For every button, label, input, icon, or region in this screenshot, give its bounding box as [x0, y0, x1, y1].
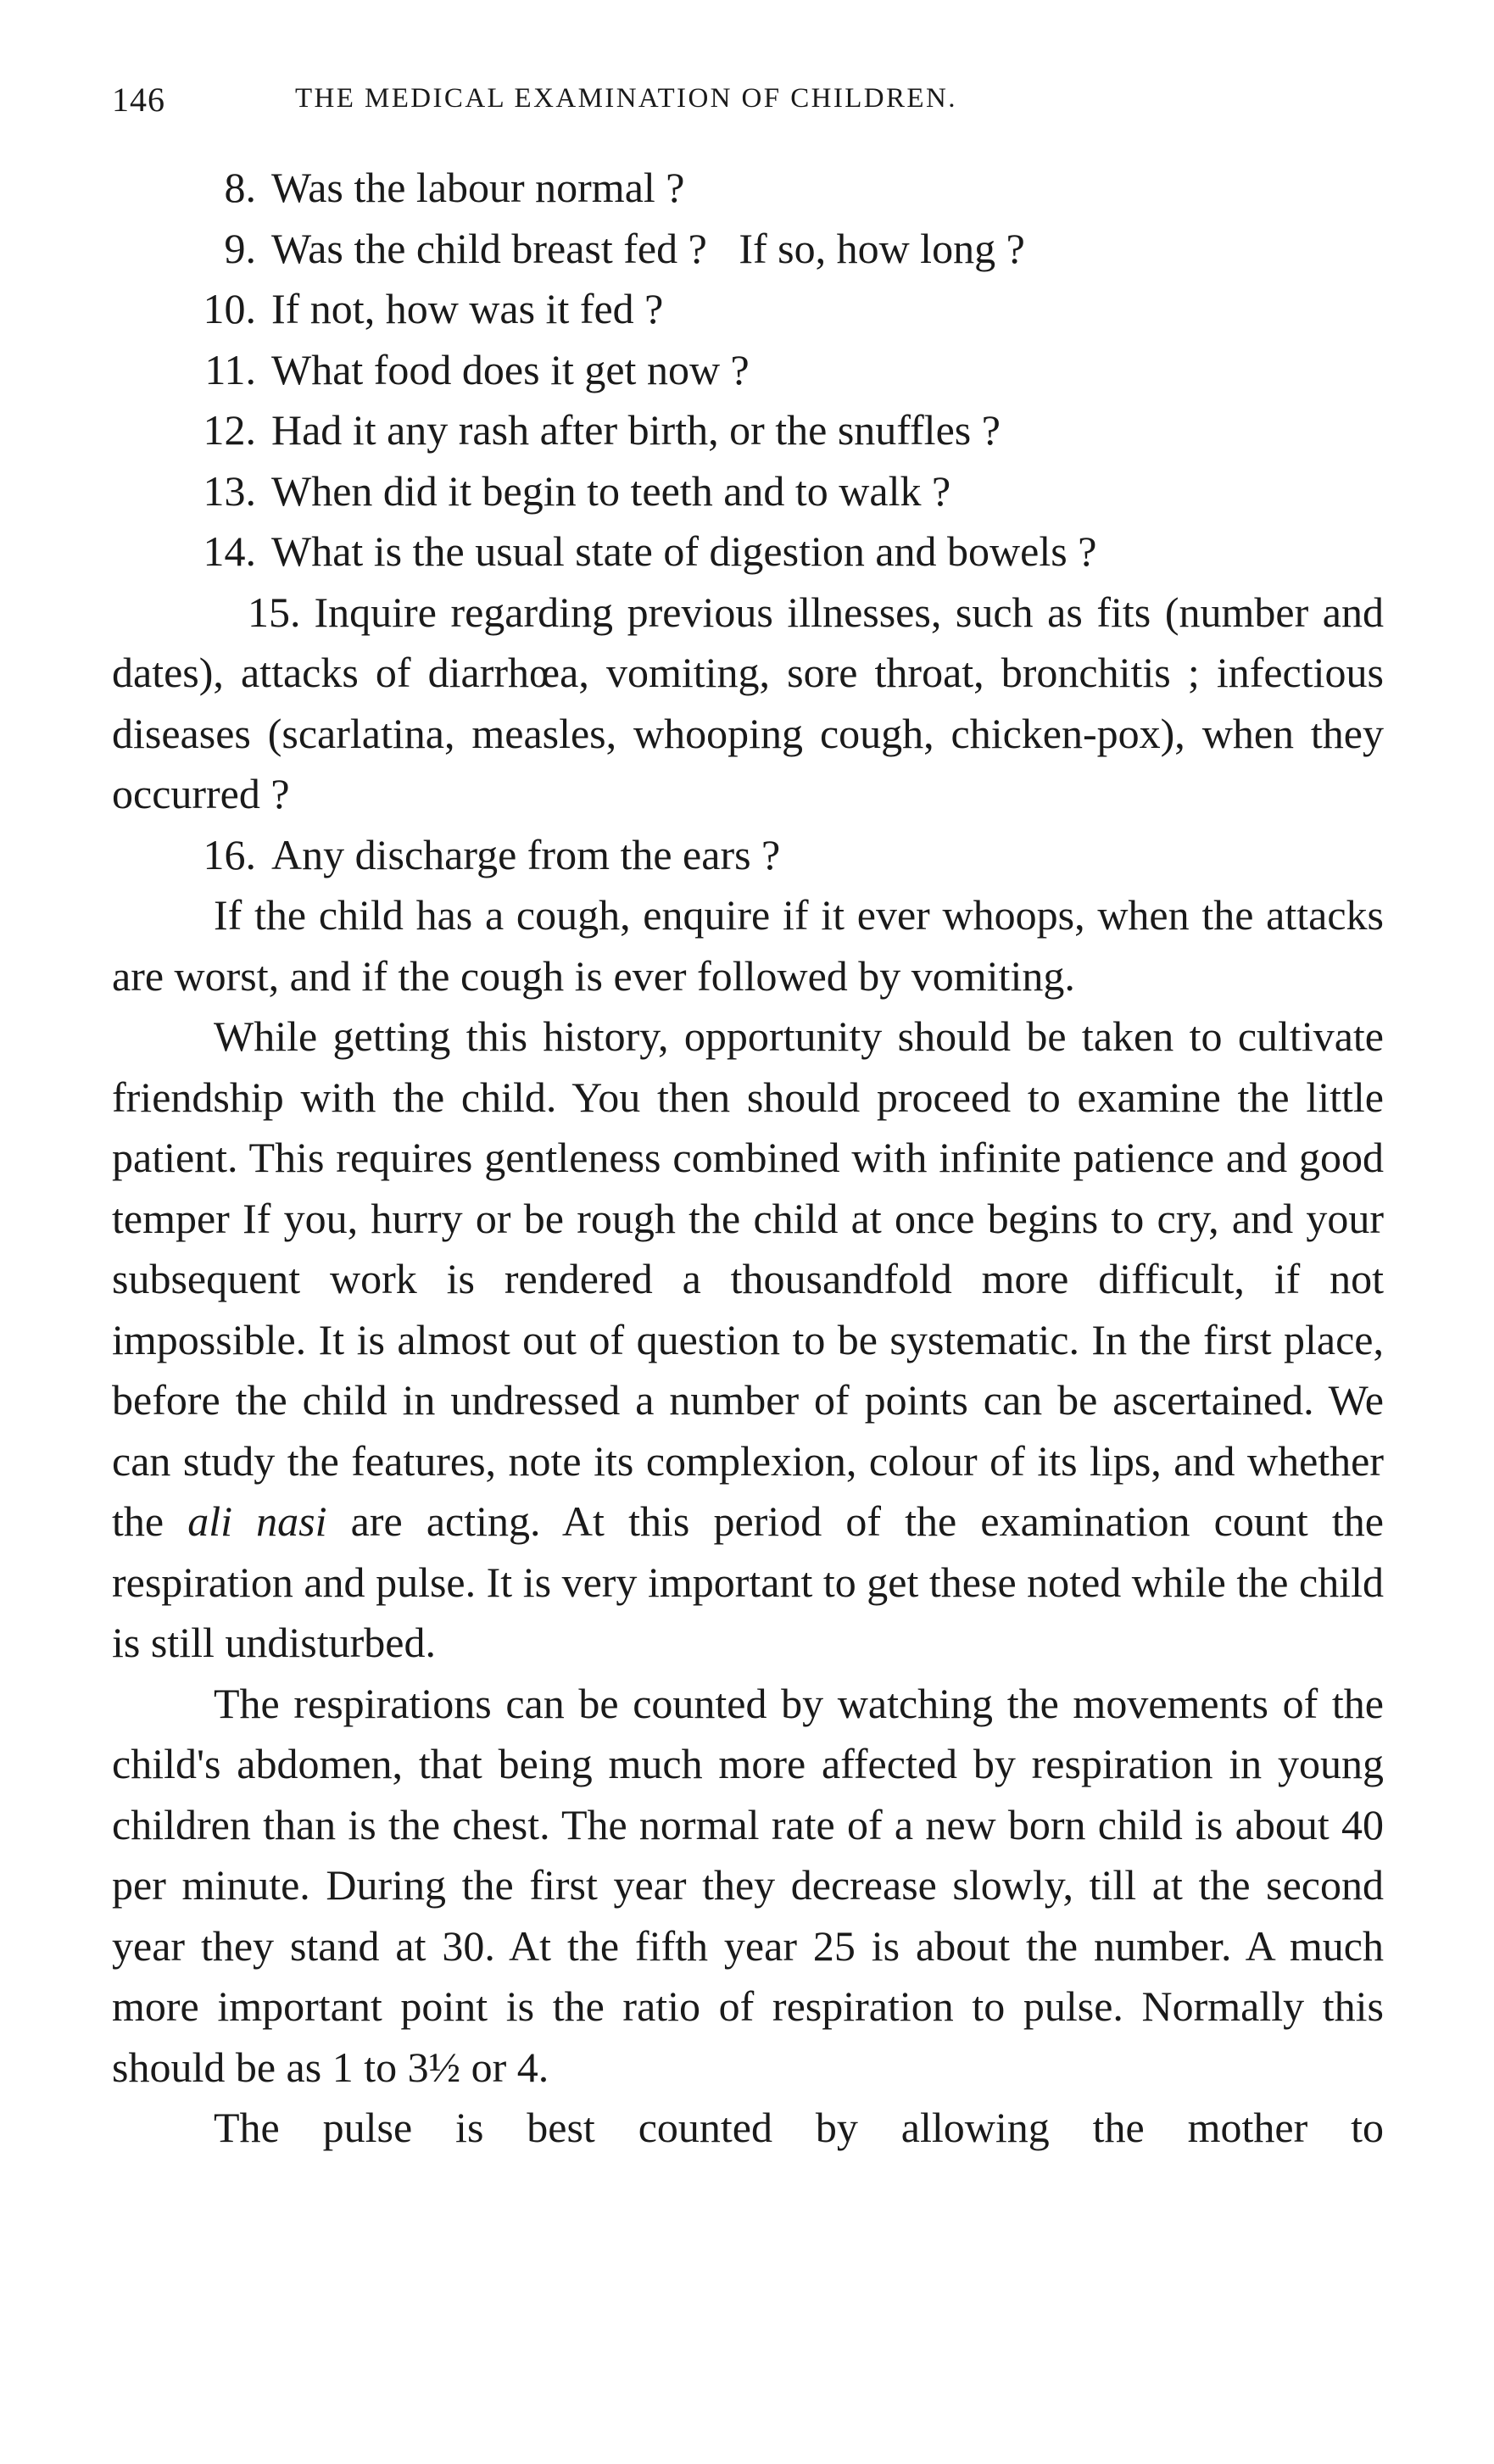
book-page: [112, 68, 1384, 2159]
question-item: [112, 825, 1384, 886]
question-number: 15.: [248, 588, 301, 636]
question-number: 10.: [203, 285, 256, 332]
question-text: What food does it get now ?: [271, 345, 750, 393]
question-text: Inquire regarding previous illnesses, such as fits (number and dates), attacks of diarrhœa, vomiting, sore throat, bronchitis ; infectious diseases (scarlatina, measles, whooping cough, chicken-pox), when they occurred ?: [112, 588, 1384, 817]
paragraph-history: [112, 1006, 1384, 1674]
question-item: [112, 521, 1384, 583]
question-number: 14.: [203, 527, 256, 575]
history-text-before: While getting this history, opportunity should be taken to cultivate friendship with the child. You then should proceed to examine the little patient. This requires gentleness combined with infinite patience and good temper If you, hurry or be rough the child at once begins to cry, and your subsequent work is rendered a thousandfold more difficult, if not impossible. It is almost out of question to be systematic. In the first place, before the child in undressed a number of points can be ascertained. We can study the features, note its complexion, colour of its lips, and whether the: [112, 1012, 1384, 1545]
paragraph-respirations: The respirations can be counted by watching the movements of the child's abdomen, that being much more affected by respiration in young children than is the chest. The normal rate of a new born child is about 40 per minute. During the first year they decrease slowly, till at the second year they stand at 30. At the fifth year 25 is about the number. A much more important point is the ratio of respiration to pulse. Normally this should be as 1 to 3½ or 4.: [112, 1679, 1384, 2091]
question-number: 13.: [203, 466, 256, 515]
question-item: [112, 461, 1384, 522]
question-text: Had it any rash after birth, or the snuffles ?: [271, 406, 1001, 454]
running-title: THE MEDICAL EXAMINATION OF CHILDREN.: [295, 83, 957, 114]
question-text: Was the labour normal ?: [271, 164, 685, 211]
question-item: [112, 279, 1384, 340]
question-text: What is the usual state of digestion and bowels ?: [271, 527, 1097, 575]
question-item: [112, 340, 1384, 401]
running-head: [112, 68, 1384, 129]
question-number: 16.: [203, 830, 256, 878]
page-body: [112, 158, 1384, 2159]
question-number: 8.: [224, 164, 256, 211]
question-text: Was the child breast fed ? If so, how long ?: [271, 224, 1025, 272]
question-number: 11.: [204, 345, 256, 393]
question-item: [112, 400, 1384, 461]
page-number: 146: [112, 81, 165, 119]
paragraph-cough: If the child has a cough, enquire if it ever whoops, when the attacks are worst, and if the cough is ever followed by vomiting.: [112, 891, 1384, 1000]
italic-term: ali nasi: [187, 1497, 327, 1545]
question-number: 12.: [203, 406, 256, 454]
question-item: [112, 158, 1384, 219]
question-text: If not, how was it fed ?: [271, 285, 664, 332]
question-number: 9.: [224, 224, 256, 272]
question-text: When did it begin to teeth and to walk ?: [271, 466, 951, 515]
question-item: [112, 583, 1384, 825]
question-item: [112, 219, 1384, 280]
paragraph-pulse: The pulse is best counted by allowing the mother to: [214, 2104, 1384, 2151]
history-text-after: are acting. At this period of the examination count the respiration and pulse. It is very important to get these noted while the child is still undisturbed.: [112, 1497, 1384, 1666]
question-text: Any discharge from the ears ?: [271, 830, 781, 878]
